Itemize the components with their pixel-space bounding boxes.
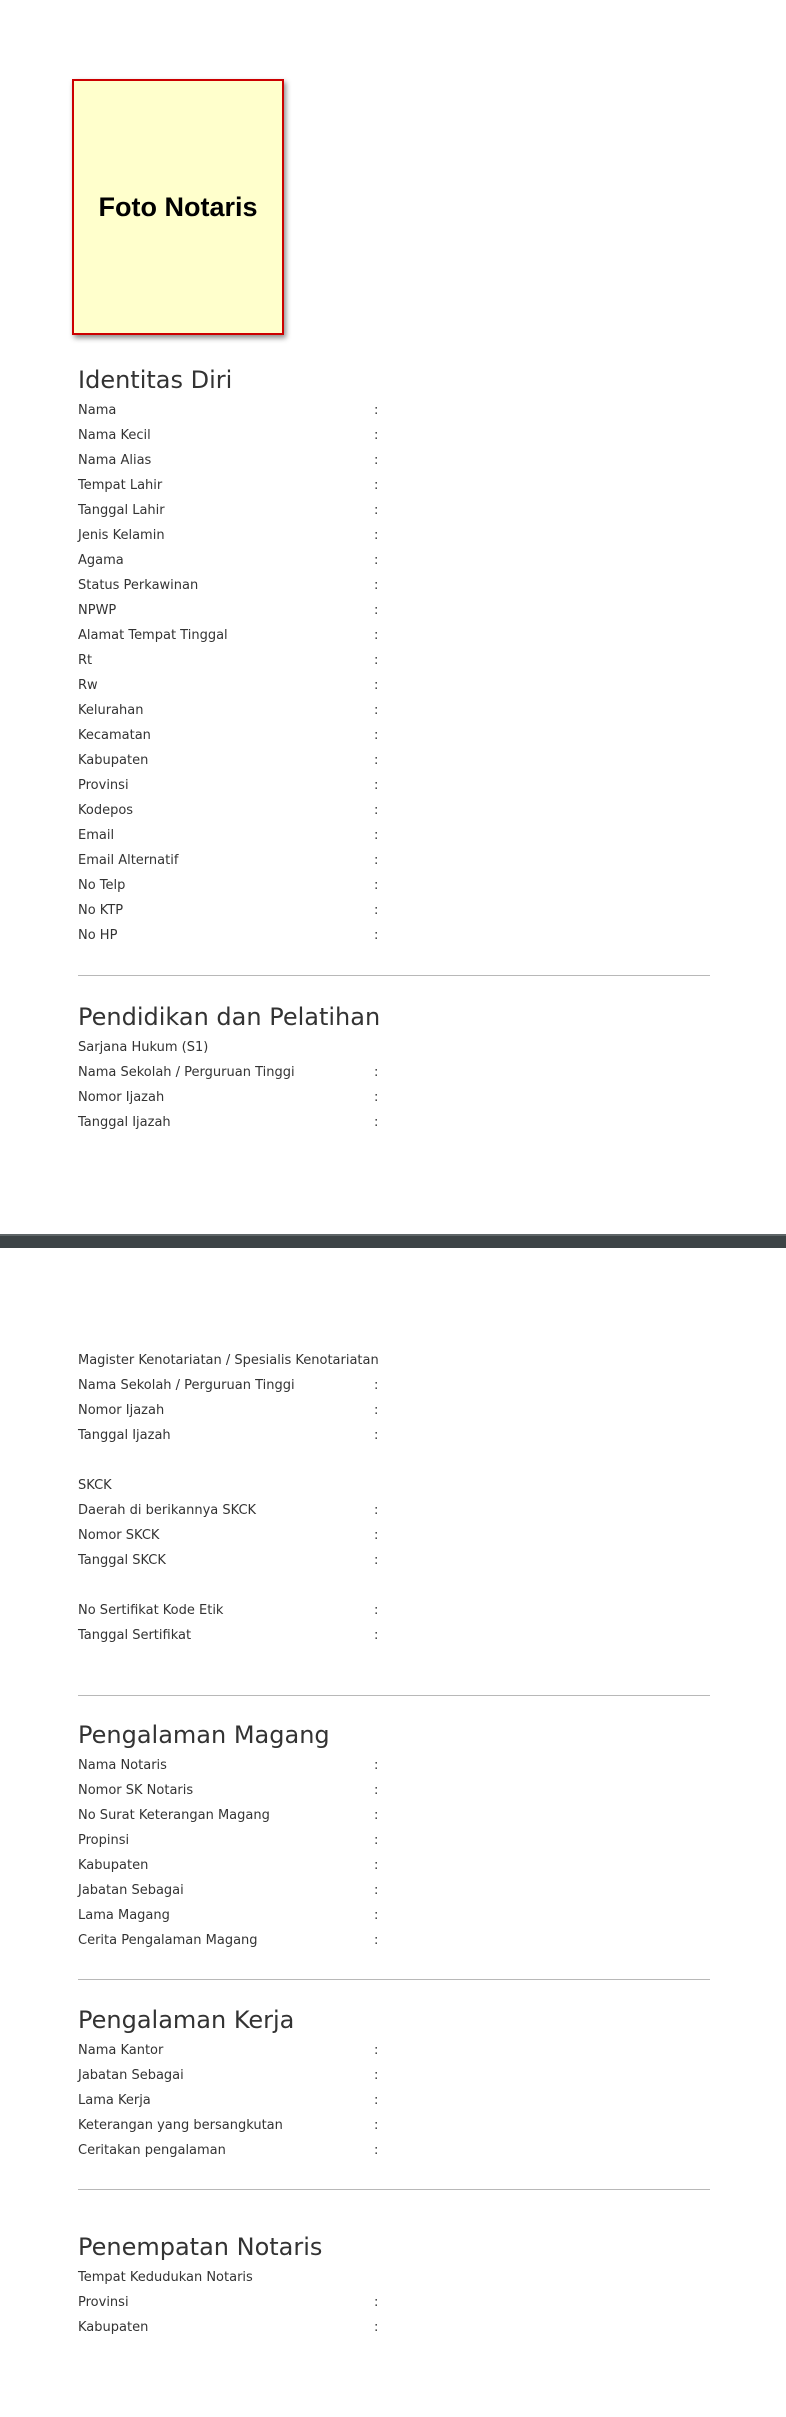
form-field-row (78, 423, 710, 448)
field-label: Jabatan Sebagai (78, 2068, 184, 2083)
field-label: Nomor SKCK (78, 1528, 160, 1543)
magister-field-list (78, 1373, 710, 1448)
form-field-row (78, 873, 710, 898)
form-field-row (78, 673, 710, 698)
field-label: Cerita Pengalaman Magang (78, 1933, 258, 1948)
field-label: Tanggal Ijazah (78, 1428, 171, 1443)
form-field-row (78, 1110, 710, 1135)
field-colon: : (374, 678, 379, 693)
field-colon: : (374, 853, 379, 868)
field-label: Kabupaten (78, 2320, 149, 2335)
field-label: Kodepos (78, 803, 134, 818)
form-field-row (78, 2315, 710, 2340)
field-label: Email (78, 828, 115, 843)
field-label: Daerah di berikannya SKCK (78, 1503, 257, 1518)
s1-field-list (78, 1060, 710, 1135)
field-label: Kabupaten (78, 1858, 149, 1873)
section-kerja (78, 2002, 710, 2163)
field-colon: : (374, 1758, 379, 1773)
field-colon: : (374, 903, 379, 918)
field-colon: : (374, 2043, 379, 2058)
form-field-row (78, 623, 710, 648)
subsection-label-penempatan: Tempat Kedudukan Notaris (78, 2270, 253, 2285)
section-pendidikan-cont (78, 1348, 710, 1648)
field-label: Nomor Ijazah (78, 1403, 165, 1418)
form-field-row (78, 2088, 710, 2113)
field-colon: : (374, 2295, 379, 2310)
form-field-row (78, 1853, 710, 1878)
form-field-row (78, 498, 710, 523)
field-colon: : (374, 403, 379, 418)
field-colon: : (374, 453, 379, 468)
field-colon: : (374, 1553, 379, 1568)
photo-label: Foto Notaris (98, 191, 258, 222)
field-label: Jenis Kelamin (78, 528, 165, 543)
form-field-row (78, 1060, 710, 1085)
field-colon: : (374, 728, 379, 743)
field-label: Nama Sekolah / Perguruan Tinggi (78, 1065, 295, 1080)
section-penempatan (78, 2229, 710, 2340)
form-field-row (78, 2113, 710, 2138)
form-field-row (78, 2063, 710, 2088)
field-label: Agama (78, 553, 124, 568)
field-label: Alamat Tempat Tinggal (78, 628, 228, 643)
field-colon: : (374, 1883, 379, 1898)
field-label: Status Perkawinan (78, 578, 199, 593)
form-field-row (78, 1928, 710, 1953)
field-colon: : (374, 1528, 379, 1543)
form-field-row (78, 1548, 710, 1573)
field-label: Nama Kecil (78, 428, 151, 443)
section-title-penempatan: Penempatan Notaris (78, 2233, 323, 2261)
field-colon: : (374, 828, 379, 843)
magang-field-list (78, 1753, 710, 1953)
field-label: Nama Notaris (78, 1758, 167, 1773)
field-label: Nama Kantor (78, 2043, 164, 2058)
field-colon: : (374, 2118, 379, 2133)
form-field-row (78, 848, 710, 873)
form-field-row (78, 1753, 710, 1778)
page-separator (0, 1234, 786, 1248)
form-field-row (78, 1085, 710, 1110)
field-colon: : (374, 2068, 379, 2083)
field-colon: : (374, 1115, 379, 1130)
field-colon: : (374, 553, 379, 568)
field-colon: : (374, 1808, 379, 1823)
form-field-row (78, 923, 710, 948)
field-label: Propinsi (78, 1833, 130, 1848)
field-label: Nomor SK Notaris (78, 1783, 194, 1798)
field-label: Provinsi (78, 2295, 129, 2310)
form-field-row (78, 898, 710, 923)
form-field-row (78, 823, 710, 848)
kerja-field-list (78, 2038, 710, 2163)
form-field-row (78, 698, 710, 723)
field-colon: : (374, 1378, 379, 1393)
form-field-row (78, 398, 710, 423)
field-label: Kelurahan (78, 703, 144, 718)
subsection-label-skck: SKCK (78, 1478, 112, 1493)
form-field-row (78, 2138, 710, 2163)
field-colon: : (374, 2320, 379, 2335)
field-colon: : (374, 2093, 379, 2108)
section-title-kerja: Pengalaman Kerja (78, 2006, 295, 2034)
field-colon: : (374, 603, 379, 618)
field-colon: : (374, 1628, 379, 1643)
field-colon: : (374, 1503, 379, 1518)
form-field-row (78, 598, 710, 623)
field-colon: : (374, 1933, 379, 1948)
field-label: No KTP (78, 903, 124, 918)
field-colon: : (374, 1603, 379, 1618)
subsection-label-magister: Magister Kenotariatan / Spesialis Kenotariatan (78, 1353, 379, 1368)
form-field-row (78, 1398, 710, 1423)
field-label: Ceritakan pengalaman (78, 2143, 226, 2158)
field-label: Provinsi (78, 778, 129, 793)
form-field-row (78, 748, 710, 773)
field-label: Rt (78, 653, 93, 668)
section-title-identitas: Identitas Diri (78, 366, 233, 394)
form-field-row (78, 1803, 710, 1828)
field-label: Jabatan Sebagai (78, 1883, 184, 1898)
section-magang (78, 1717, 710, 1953)
field-colon: : (374, 1065, 379, 1080)
form-field-row (78, 2290, 710, 2315)
form-field-row (78, 448, 710, 473)
field-label: NPWP (78, 603, 117, 618)
form-field-row (78, 1523, 710, 1548)
form-field-row (78, 1778, 710, 1803)
field-label: Tanggal Sertifikat (78, 1628, 192, 1643)
field-label: Tanggal Ijazah (78, 1115, 171, 1130)
field-label: Nama (78, 403, 117, 418)
field-colon: : (374, 878, 379, 893)
section-pendidikan (78, 999, 710, 1135)
field-label: Nama Alias (78, 453, 152, 468)
form-field-row (78, 1423, 710, 1448)
field-label: Nama Sekolah / Perguruan Tinggi (78, 1378, 295, 1393)
field-label: No Surat Keterangan Magang (78, 1808, 270, 1823)
field-label: Rw (78, 678, 98, 693)
section-divider (78, 1695, 710, 1696)
field-label: Lama Magang (78, 1908, 170, 1923)
field-colon: : (374, 628, 379, 643)
field-label: Keterangan yang bersangkutan (78, 2118, 283, 2133)
form-field-row (78, 1828, 710, 1853)
form-field-row (78, 473, 710, 498)
field-label: No HP (78, 928, 118, 943)
field-label: Kabupaten (78, 753, 149, 768)
field-label: Lama Kerja (78, 2093, 151, 2108)
field-colon: : (374, 478, 379, 493)
field-colon: : (374, 1858, 379, 1873)
field-colon: : (374, 428, 379, 443)
section-divider (78, 2189, 710, 2190)
section-divider (78, 1979, 710, 1980)
field-label: Tempat Lahir (78, 478, 163, 493)
form-field-row (78, 1878, 710, 1903)
field-colon: : (374, 1403, 379, 1418)
form-field-row (78, 1903, 710, 1928)
field-colon: : (374, 1833, 379, 1848)
form-field-row (78, 648, 710, 673)
form-field-row (78, 1373, 710, 1398)
section-divider (78, 975, 710, 976)
field-label: No Telp (78, 878, 126, 893)
field-colon: : (374, 1908, 379, 1923)
field-colon: : (374, 1428, 379, 1443)
section-identitas (78, 362, 710, 948)
field-colon: : (374, 778, 379, 793)
form-field-row (78, 1498, 710, 1523)
form-field-row (78, 1623, 710, 1648)
field-label: Nomor Ijazah (78, 1090, 165, 1105)
section-title-magang: Pengalaman Magang (78, 1721, 330, 1749)
field-colon: : (374, 1090, 379, 1105)
document-page-2 (0, 1248, 786, 2417)
field-label: No Sertifikat Kode Etik (78, 1603, 224, 1618)
field-colon: : (374, 1783, 379, 1798)
section-title-pendidikan: Pendidikan dan Pelatihan (78, 1003, 381, 1031)
skck-field-list (78, 1498, 710, 1573)
form-field-row (78, 2038, 710, 2063)
spacer (78, 1448, 710, 1473)
form-field-row (78, 523, 710, 548)
field-colon: : (374, 703, 379, 718)
spacer (78, 1573, 710, 1598)
form-field-row (78, 773, 710, 798)
field-colon: : (374, 2143, 379, 2158)
field-colon: : (374, 753, 379, 768)
field-colon: : (374, 803, 379, 818)
notary-photo-placeholder (72, 79, 284, 335)
field-colon: : (374, 928, 379, 943)
form-field-row (78, 548, 710, 573)
form-field-row (78, 723, 710, 748)
identitas-field-list (78, 398, 710, 948)
form-field-row (78, 1598, 710, 1623)
field-label: Tanggal SKCK (78, 1553, 166, 1568)
field-label: Tanggal Lahir (78, 503, 165, 518)
field-colon: : (374, 653, 379, 668)
field-colon: : (374, 503, 379, 518)
field-colon: : (374, 528, 379, 543)
field-label: Email Alternatif (78, 853, 179, 868)
form-field-row (78, 798, 710, 823)
form-field-row (78, 573, 710, 598)
field-colon: : (374, 578, 379, 593)
field-label: Kecamatan (78, 728, 151, 743)
kode-etik-field-list (78, 1598, 710, 1648)
subsection-label-s1: Sarjana Hukum (S1) (78, 1040, 209, 1055)
penempatan-field-list (78, 2290, 710, 2340)
